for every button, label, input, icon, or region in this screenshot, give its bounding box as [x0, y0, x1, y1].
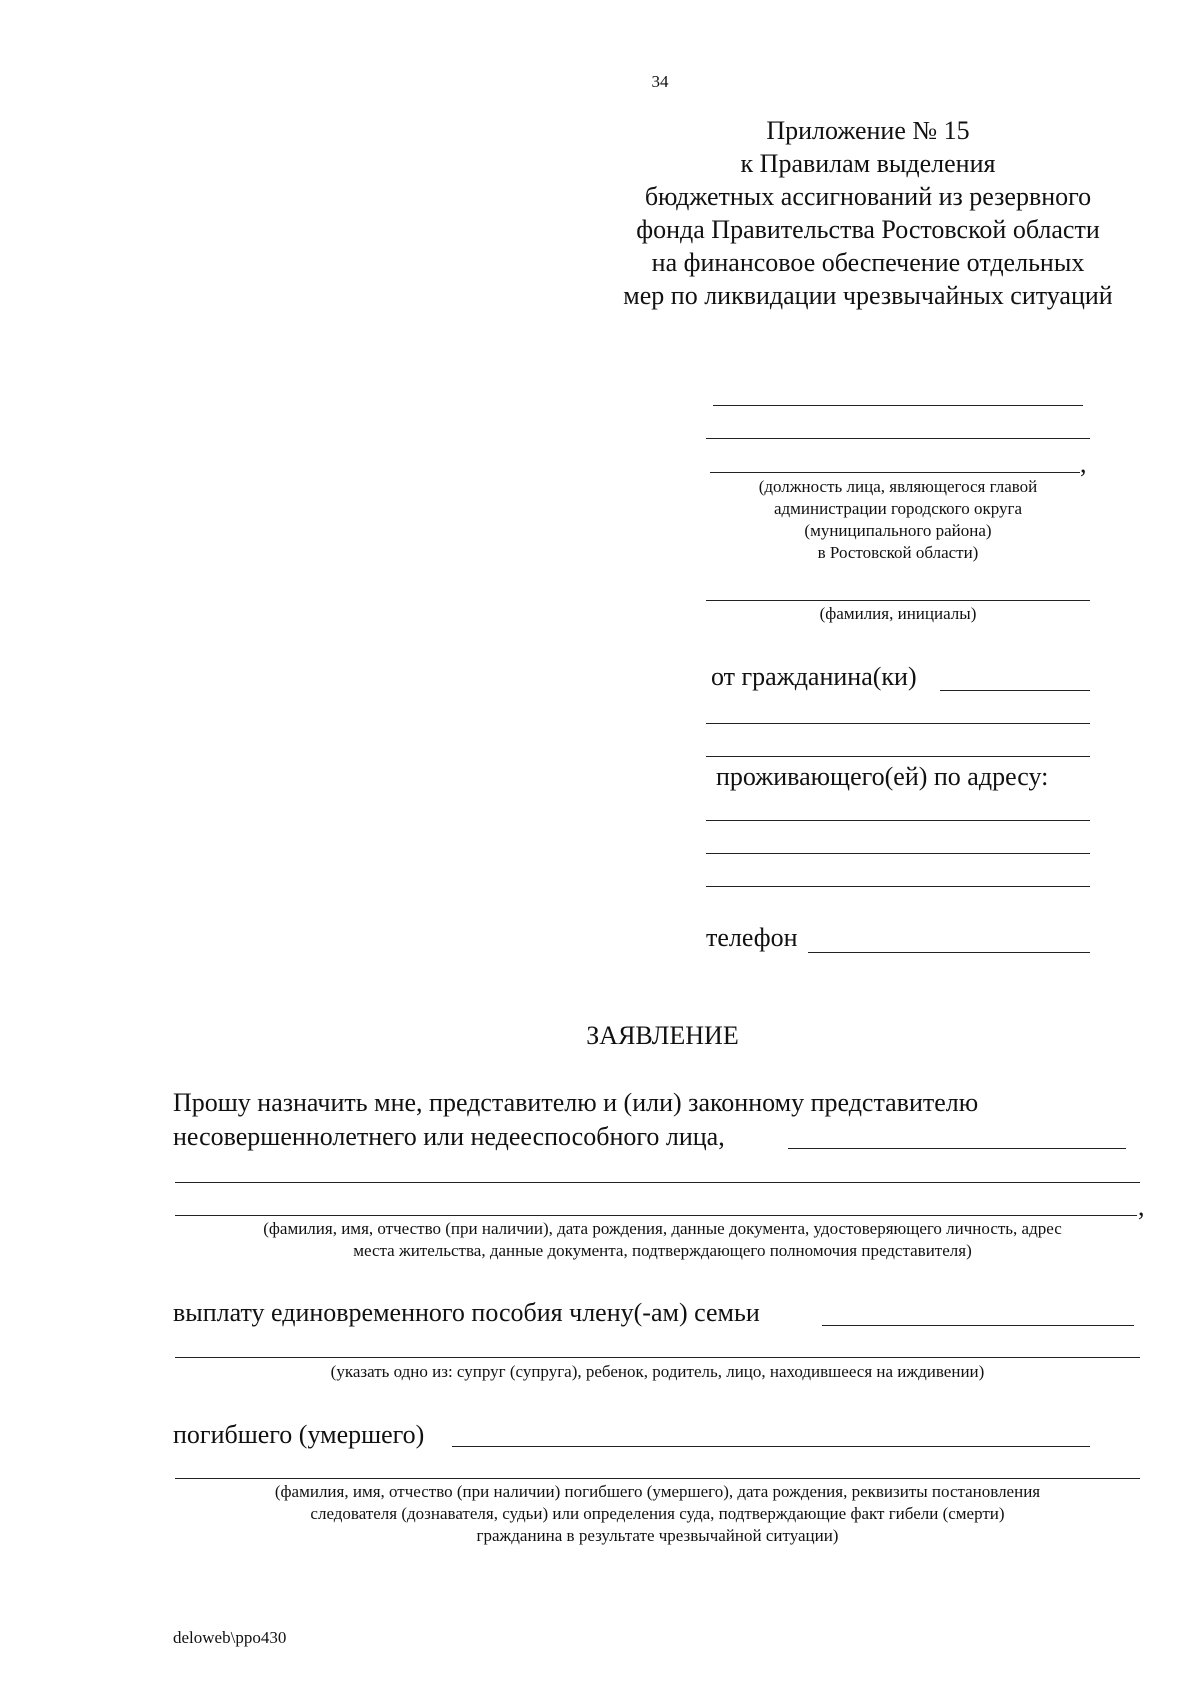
appendix-header-line: бюджетных ассигнований из резервного: [644, 182, 1092, 211]
position-field-line[interactable]: [713, 405, 1083, 406]
position-field-line[interactable]: [706, 438, 1090, 439]
deceased-field-line[interactable]: [175, 1478, 1140, 1479]
position-field-line[interactable]: [710, 472, 1080, 473]
request-text-line: Прошу назначить мне, представителю и (или) законному представителю: [173, 1088, 979, 1117]
position-caption-line: (муниципального района): [804, 521, 992, 540]
appendix-header-line: к Правилам выделения: [740, 149, 996, 178]
name-caption: (фамилия, инициалы): [819, 604, 977, 623]
phone-label: телефон: [706, 923, 798, 952]
phone-field-line[interactable]: [808, 952, 1090, 953]
family-member-field-line[interactable]: [822, 1325, 1134, 1326]
deceased-caption-line: гражданина в результате чрезвычайной ситуации): [476, 1526, 839, 1545]
payment-label: выплату единовременного пособия члену(-ам) семьи: [173, 1298, 760, 1327]
deceased-caption: [175, 1481, 1140, 1547]
from-citizen-label: от гражданина(ки): [711, 662, 917, 691]
appendix-header: [598, 114, 1138, 312]
appendix-header-line: Приложение № 15: [766, 116, 970, 145]
applicant-field-line[interactable]: [175, 1215, 1137, 1216]
applicant-caption-line: места жительства, данные документа, подтверждающего полномочия представителя): [353, 1241, 972, 1260]
applicant-caption: [170, 1218, 1155, 1262]
from-citizen-field-line[interactable]: [706, 756, 1090, 757]
deceased-caption-line: следователя (дознавателя, судьи) или определения суда, подтверждающие факт гибели (смерти): [310, 1504, 1005, 1523]
applicant-field-line[interactable]: [788, 1148, 1126, 1149]
appendix-header-line: на финансовое обеспечение отдельных: [651, 248, 1085, 277]
position-caption-line: в Ростовской области): [817, 543, 979, 562]
page-number: 34: [651, 72, 669, 91]
document-path: deloweb\ppo430: [173, 1628, 287, 1647]
position-comma: ,: [1080, 449, 1087, 478]
applicant-caption-line: (фамилия, имя, отчество (при наличии), дата рождения, данные документа, удостоверяющего личность, адрес: [263, 1219, 1062, 1238]
family-caption: (указать одно из: супруг (супруга), ребенок, родитель, лицо, находившееся на иждивении): [330, 1362, 985, 1381]
applicant-comma: ,: [1138, 1192, 1145, 1221]
address-label: проживающего(ей) по адресу:: [716, 762, 1049, 791]
from-citizen-field-line[interactable]: [940, 690, 1090, 691]
address-field-line[interactable]: [706, 820, 1090, 821]
address-field-line[interactable]: [706, 853, 1090, 854]
request-text-line: несовершеннолетнего или недееспособного лица,: [173, 1122, 725, 1151]
position-caption-line: (должность лица, являющегося главой: [758, 477, 1038, 496]
address-field-line[interactable]: [706, 886, 1090, 887]
position-caption-line: администрации городского округа: [773, 499, 1023, 518]
statement-title: ЗАЯВЛЕНИЕ: [586, 1021, 739, 1050]
appendix-header-line: фонда Правительства Ростовской области: [636, 215, 1100, 244]
name-field-line[interactable]: [706, 600, 1090, 601]
deceased-caption-line: (фамилия, имя, отчество (при наличии) погибшего (умершего), дата рождения, реквизиты постановления: [274, 1482, 1041, 1501]
deceased-field-line[interactable]: [452, 1446, 1090, 1447]
deceased-label: погибшего (умершего): [173, 1420, 425, 1449]
position-caption: [706, 476, 1090, 564]
from-citizen-field-line[interactable]: [706, 723, 1090, 724]
applicant-field-line[interactable]: [175, 1182, 1140, 1183]
family-member-field-line[interactable]: [175, 1357, 1140, 1358]
appendix-header-line: мер по ликвидации чрезвычайных ситуаций: [623, 281, 1113, 310]
